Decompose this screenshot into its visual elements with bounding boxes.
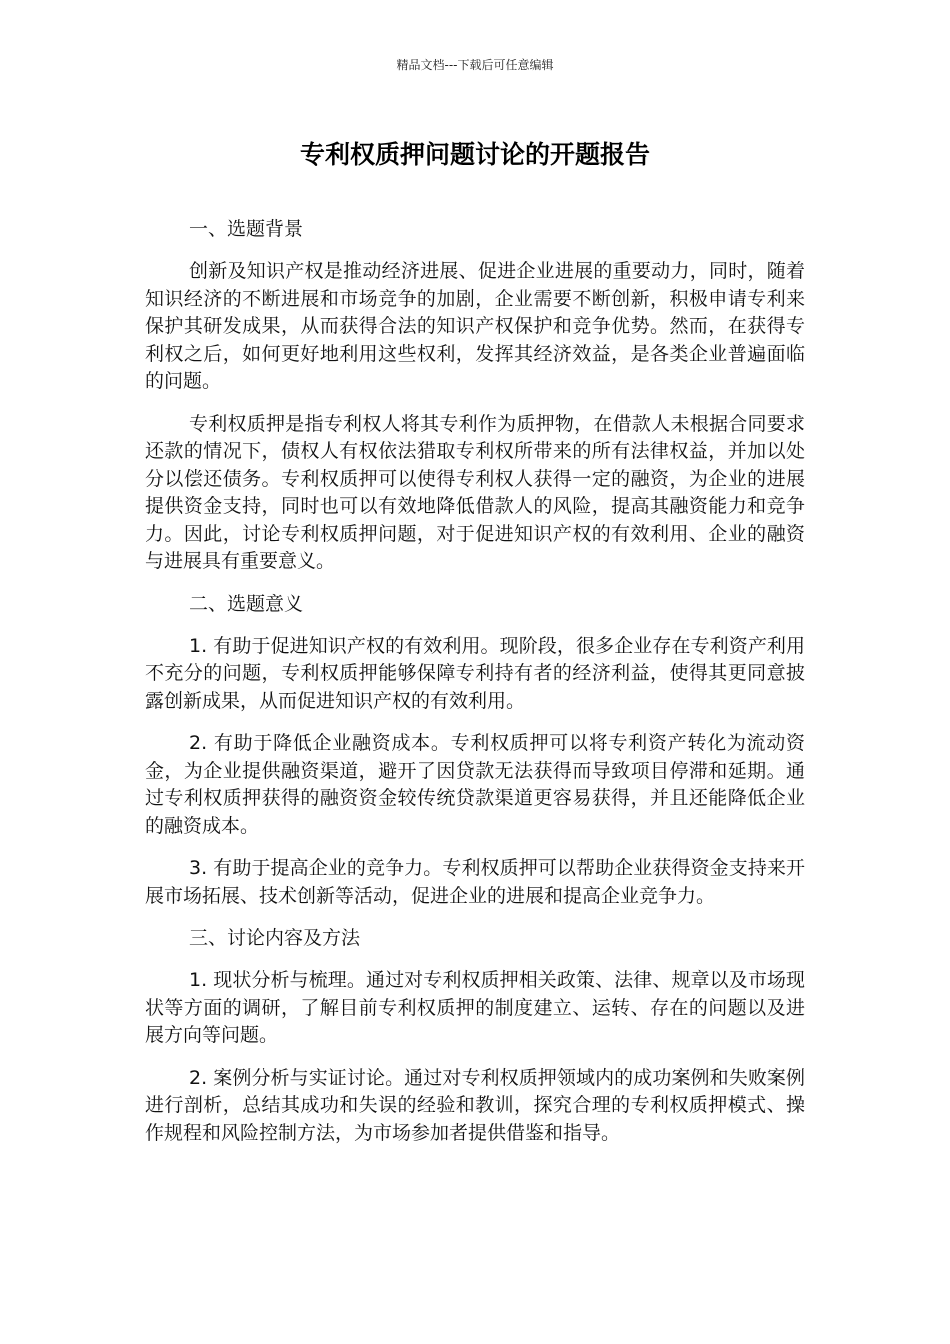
body-paragraph: 3. 有助于提高企业的竞争力。专利权质押可以帮助企业获得资金支持来开展市场拓展、技术创新等活动，促进企业的进展和提高企业竞争力。 bbox=[145, 857, 805, 907]
section-content-methods bbox=[145, 925, 805, 1147]
section-heading: 三、讨论内容及方法 bbox=[189, 927, 361, 949]
body-paragraph: 1. 有助于促进知识产权的有效利用。现阶段，很多企业存在专利资产利用不充分的问题，专利权质押能够保障专利持有者的经济利益，使得其更同意披露创新成果，从而促进知识产权的有效利用。 bbox=[145, 634, 805, 712]
body-paragraph: 专利权质押是指专利权人将其专利作为质押物，在借款人未根据合同要求还款的情况下，债权人有权依法猎取专利权所带来的所有法律权益，并加以处分以偿还债务。专利权质押可以使得专利权人获得一定的融资，为企业的进展提供资金支持，同时也可以有效地降低借款人的风险，提高其融资能力和竞争力。因此，讨论专利权质押问题，对于促进知识产权的有效利用、企业的融资与进展具有重要意义。 bbox=[145, 412, 805, 572]
body-paragraph: 2. 案例分析与实证讨论。通过对专利权质押领域内的成功案例和失败案例进行剖析，总结其成功和失误的经验和教训，探究合理的专利权质押模式、操作规程和风险控制方法，为市场参加者提供借鉴和指导。 bbox=[145, 1066, 805, 1144]
section-significance bbox=[145, 591, 805, 911]
body-paragraph: 1. 现状分析与梳理。通过对专利权质押相关政策、法律、规章以及市场现状等方面的调研，了解目前专利权质押的制度建立、运转、存在的问题以及进展方向等问题。 bbox=[145, 969, 805, 1046]
section-heading: 一、选题背景 bbox=[189, 218, 304, 240]
body-paragraph: 2. 有助于降低企业融资成本。专利权质押可以将专利资产转化为流动资金，为企业提供融资渠道，避开了因贷款无法获得而导致项目停滞和延期。通过专利权质押获得的融资资金较传统贷款渠道更容易获得，并且还能降低企业的融资成本。 bbox=[145, 732, 805, 837]
document-body bbox=[145, 216, 805, 1162]
document-title: 专利权质押问题讨论的开题报告 bbox=[299, 140, 650, 169]
body-paragraph: 创新及知识产权是推动经济进展、促进企业进展的重要动力，同时，随着知识经济的不断进展和市场竞争的加剧，企业需要不断创新，积极申请专利来保护其研发成果，从而获得合法的知识产权保护和竞争优势。然而，在获得专利权之后，如何更好地利用这些权利，发挥其经济效益，是各类企业普遍面临的问题。 bbox=[145, 260, 805, 392]
section-heading: 二、选题意义 bbox=[189, 592, 304, 615]
section-background bbox=[145, 216, 805, 576]
header-note: 精品文档---下载后可任意编辑 bbox=[396, 58, 554, 72]
